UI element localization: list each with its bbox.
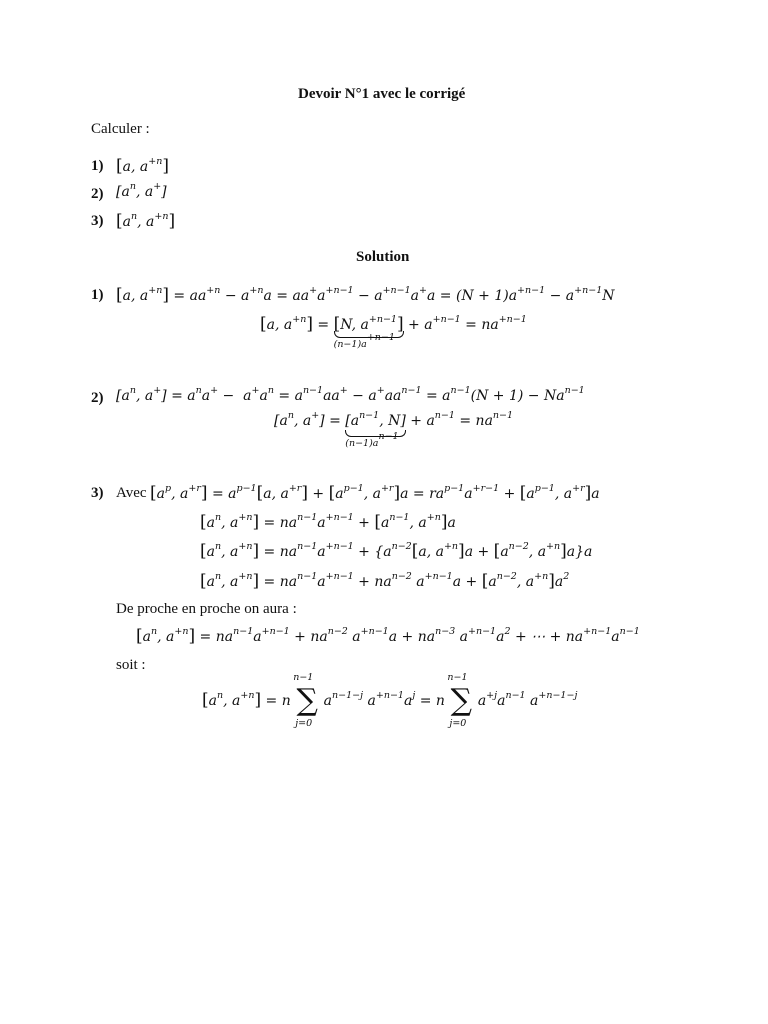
sum-2-upper: n−1 <box>447 672 468 683</box>
question-3-formula: [$a^n$, $a^{+n}$] <box>116 211 176 231</box>
underbrace-1-label-sup: +n−1 <box>366 332 395 343</box>
sum-1-upper: n−1 <box>293 672 314 683</box>
sum-1-lower: j=0 <box>295 718 313 729</box>
question-1-formula: [a, $a^{+n}$] <box>116 156 169 176</box>
solution-3-final: [$a^n$, $a^{+n}] = n$ n−1 ∑ j=0 $a^{n-1-j}$ $a^{+n-1}a^j = n$ n−1 ∑ j=0 $a^{+j}a^{n-1}$ $a^{+n-1-j}$ <box>202 672 578 729</box>
page-title: Devoir N°1 avec le corrigé <box>298 86 466 102</box>
sum-2-lower: j=0 <box>449 718 467 729</box>
avec-label: Avec <box>116 485 147 501</box>
solution-1-line-1: [a, $a^{+n}] = aa^{+n} - a^{+n}a = aa^+a^{+n-1} - a^{+n-1}a^+a = (N + 1)a^{+n-1} - a^{+n-1}N$ <box>116 285 615 305</box>
solution-2-number: 2) <box>91 390 104 406</box>
intro-text: Calculer : <box>91 121 150 137</box>
question-2-number: 2) <box>91 186 104 202</box>
sum-symbol-2: n−1 ∑ j=0 <box>447 672 473 729</box>
solution-1-number: 1) <box>91 287 104 303</box>
solution-3-line-5: [$a^n$, $a^{+n}] = na^{n-1}a^{+n-1} + na^{n-2}$ $a^{+n-1}a + na^{n-3}$ $a^{+n-1}a^2$ + ⋯ + $na^{+n-1}a^{n-1}$ <box>136 626 640 646</box>
underbrace-2-label: (n−1)a <box>345 438 379 449</box>
solution-3-line-1: [$a^p$, $a^{+r}] = a^{p-1}[a$, $a^{+r}] + [a^{p-1}$, $a^{+r}]a = ra^{p-1}a^{+r-1} + [a^{p-1}$, $a^{+r}]a$ <box>150 483 600 503</box>
solution-1-line-2: [a, $a^{+n}] = [N$, $a^{+n-1}$] $(n-1)a^{+n-1}$ + $a^{+n-1} = na^{+n-1}$ <box>260 314 527 350</box>
de-proche-text: De proche en proche on aura : <box>116 601 297 617</box>
solution-3-number: 3) <box>91 485 104 501</box>
solution-3-line-4: [$a^n$, $a^{+n}] = na^{n-1}a^{+n-1} + na^{n-2}$ $a^{+n-1}a + [a^{n-2}$, $a^{+n}]a^2$ <box>200 571 570 591</box>
question-1-number: 1) <box>91 158 104 174</box>
solution-3-line-3: [$a^n$, $a^{+n}] = na^{n-1}a^{+n-1} + \{a^{n-2}[a$, $a^{+n}]a + [a^{n-2}$, $a^{+n}]a\}a$ <box>200 541 593 561</box>
solution-2-line-2: [$a^n$, $a^+] = [a^{n-1}$, N] $(n-1)a^{n-1}$ + $a^{n-1} = na^{n-1}$ <box>274 410 514 449</box>
soit-text: soit : <box>116 657 146 673</box>
solution-3-line-2: [$a^n$, $a^{+n}] = na^{n-1}a^{+n-1} + [a^{n-1}$, $a^{+n}]a$ <box>200 512 456 532</box>
underbrace-2: [$a^{n-1}$, N] $(n-1)a^{n-1}$ <box>345 410 406 449</box>
underbrace-2-label-sup: n−1 <box>378 431 399 442</box>
solution-2-line-1: [$a^n$, $a^+] = a^na^+ - a^+a^n = a^{n-1}aa^+ - a^+aa^{n-1} = a^{n-1}(N + 1) - Na^{n-1}$ <box>116 385 585 404</box>
underbrace-1: [N, $a^{+n-1}$] $(n-1)a^{+n-1}$ <box>333 314 404 350</box>
question-2-formula: [$a^n$, a+] <box>116 181 167 200</box>
question-3-number: 3) <box>91 213 104 229</box>
sum-symbol-1: n−1 ∑ j=0 <box>293 672 318 729</box>
underbrace-1-label: (n−1)a <box>333 339 367 350</box>
solution-heading: Solution <box>356 249 410 265</box>
